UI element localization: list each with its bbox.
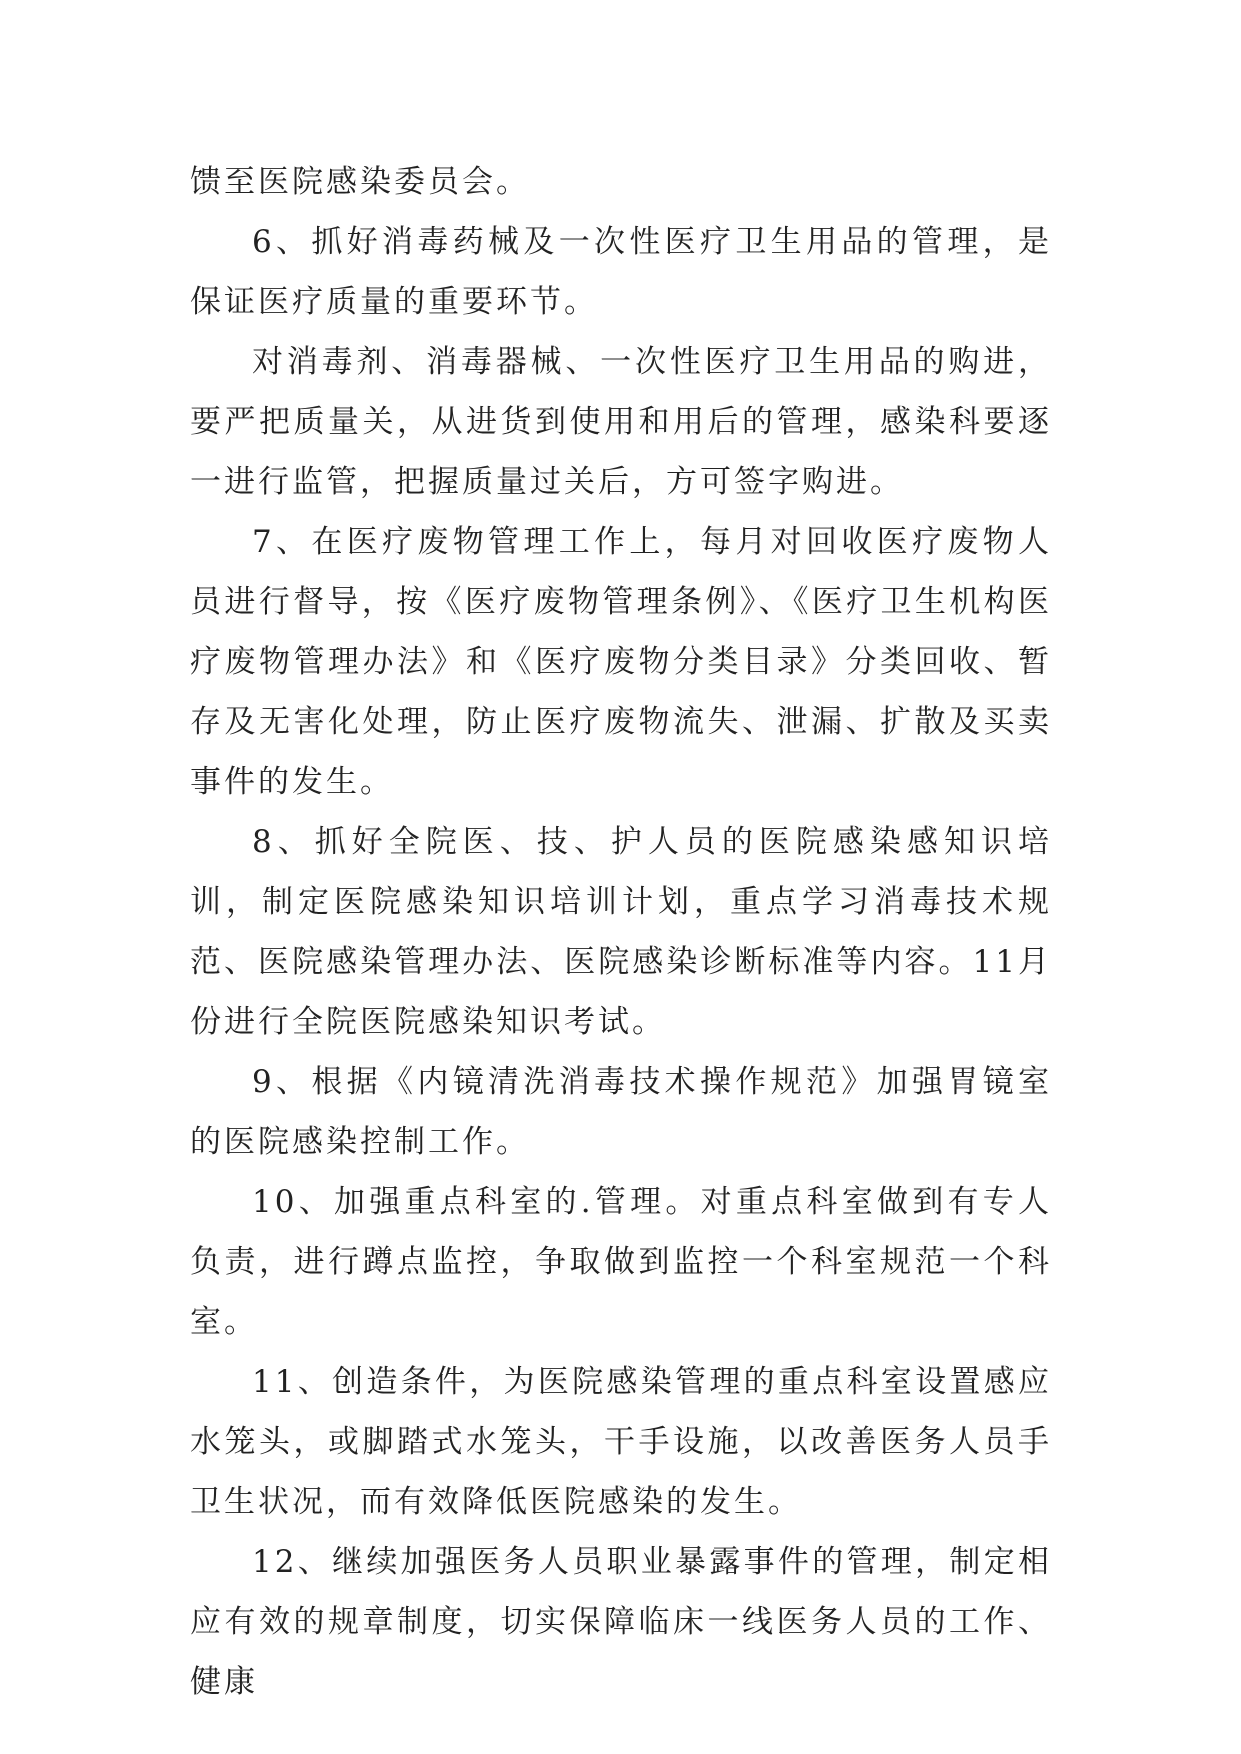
document-body (190, 152, 1052, 1712)
paragraph-item-7: 7、在医疗废物管理工作上，每月对回收医疗废物人员进行督导，按《医疗废物管理条例》、《医疗卫生机构医疗废物管理办法》和《医疗废物分类目录》分类回收、暂存及无害化处理，防止医疗废物流失、泄漏、扩散及买卖事件的发生。 (190, 524, 1052, 800)
paragraph-item-8: 8、抓好全院医、技、护人员的医院感染感知识培训，制定医院感染知识培训计划，重点学习消毒技术规范、医院感染管理办法、医院感染诊断标准等内容。11月份进行全院医院感染知识考试。 (190, 824, 1052, 1040)
paragraph-item-10: 10、加强重点科室的.管理。对重点科室做到有专人负责，进行蹲点监控，争取做到监控一个科室规范一个科室。 (190, 1184, 1052, 1340)
paragraph-item-6-detail: 对消毒剂、消毒器械、一次性医疗卫生用品的购进，要严把质量关，从进货到使用和用后的管理，感染科要逐一进行监管，把握质量过关后，方可签字购进。 (190, 344, 1052, 500)
paragraph-item-12: 12、继续加强医务人员职业暴露事件的管理，制定相应有效的规章制度，切实保障临床一线医务人员的工作、健康 (190, 1544, 1052, 1700)
paragraph-item-9: 9、根据《内镜清洗消毒技术操作规范》加强胃镜室的医院感染控制工作。 (190, 1064, 1052, 1160)
paragraph-item-6: 6、抓好消毒药械及一次性医疗卫生用品的管理，是保证医疗质量的重要环节。 (190, 224, 1052, 320)
paragraph-continuation: 馈至医院感染委员会。 (190, 164, 530, 200)
paragraph-item-11: 11、创造条件，为医院感染管理的重点科室设置感应水笼头，或脚踏式水笼头，干手设施，以改善医务人员手卫生状况，而有效降低医院感染的发生。 (190, 1364, 1052, 1520)
